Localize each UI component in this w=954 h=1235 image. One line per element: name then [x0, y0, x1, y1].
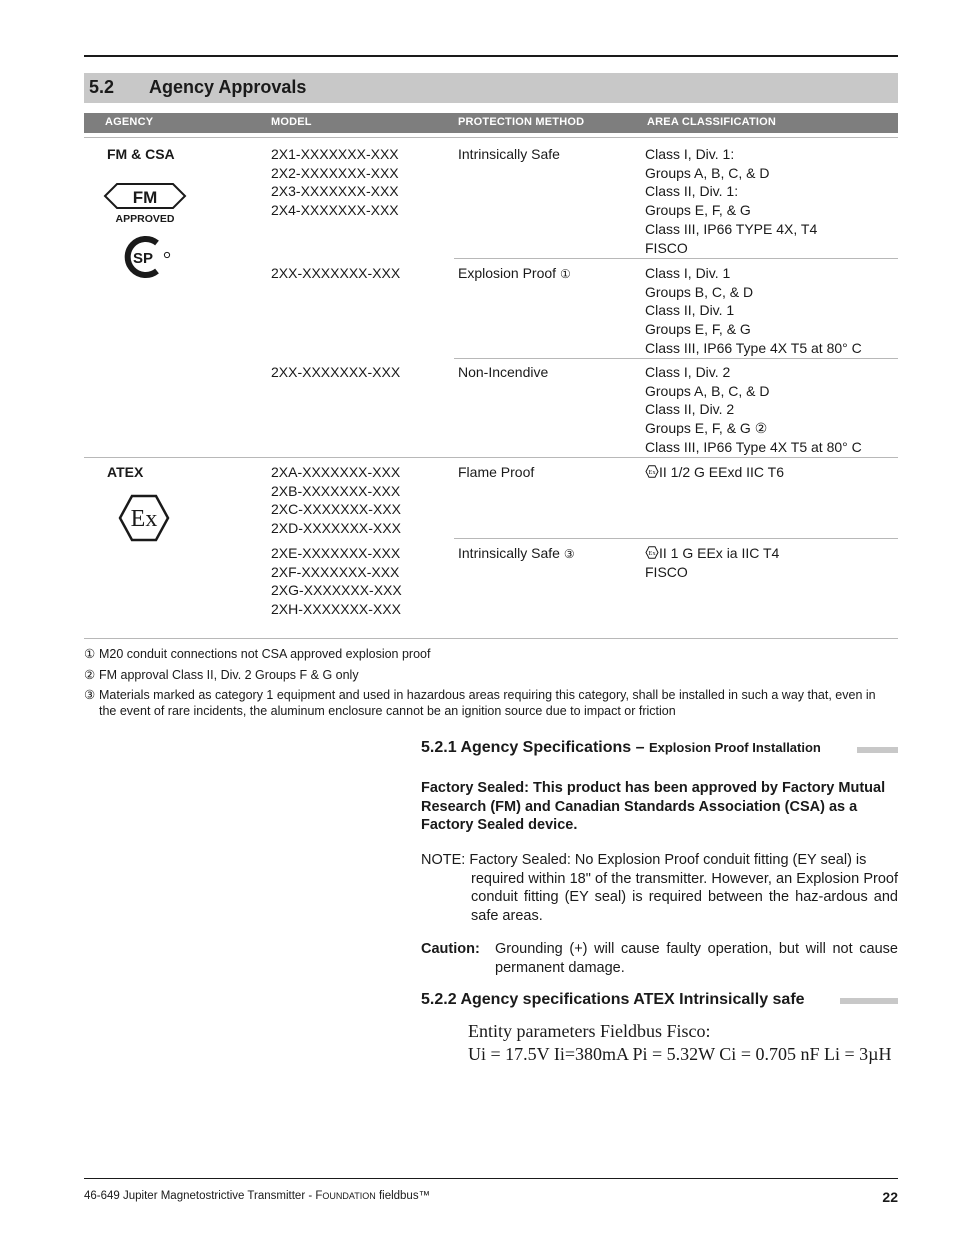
- spec2-heading: 5.2.2 Agency specifications ATEX Intrinsically safe: [421, 991, 805, 1008]
- spec2-heading-bar: [840, 998, 898, 1004]
- atex-row1-models: 2XA-XXXXXXX-XXX 2XB-XXXXXXX-XXX 2XC-XXXXXXX-XXX 2XD-XXXXXXX-XXX: [271, 464, 401, 537]
- header-protection-method: PROTECTION METHOD: [458, 116, 585, 128]
- footnote-2: ② FM approval Class II, Div. 2 Groups F & G only: [84, 668, 359, 682]
- csa-logo: [121, 235, 173, 279]
- caution-text: Grounding (+) will cause faulty operation, but will not cause permanent damage.: [495, 941, 898, 976]
- header-agency: AGENCY: [105, 116, 154, 128]
- page-number: 22: [882, 1189, 898, 1205]
- ex-hexagon-icon: [645, 465, 659, 478]
- note-label: NOTE:: [421, 852, 466, 868]
- table-bottom-rule: [84, 638, 898, 639]
- caution-paragraph: [421, 940, 898, 977]
- svg-text:Ex: Ex: [648, 550, 656, 558]
- factory-sealed-statement: Factory Sealed: This product has been approved by Factory Mutual Research (FM) and Canadian Standards Association (CSA) as a Factory Sealed device.: [421, 780, 886, 834]
- entity-parameters: Entity parameters Fieldbus Fisco: Ui = 17.5V Ii=380mA Pi = 5.32W Ci = 0.705 nF Li = 3µH: [468, 1021, 892, 1064]
- atex-row1-area: Ex II 1/2 G EExd IIC T6: [645, 463, 784, 482]
- atex-row1-divider: [454, 538, 898, 539]
- agency-fm-csa: FM & CSA: [107, 146, 175, 162]
- fm-row2-method: Explosion Proof ①: [458, 265, 571, 281]
- spec1-heading: 5.2.1 Agency Specifications – Explosion Proof Installation: [421, 739, 821, 756]
- header-area-classification: AREA CLASSIFICATION: [647, 116, 777, 128]
- fm-logo-subtext: APPROVED: [115, 213, 175, 225]
- atex-ex-logo: [118, 494, 170, 542]
- atex-row2-method: Intrinsically Safe ③: [458, 545, 575, 561]
- footnote-1: ① M20 conduit connections not CSA approved explosion proof: [84, 647, 431, 661]
- atex-top-rule: [84, 457, 898, 458]
- fm-row1-area: Class I, Div. 1: Groups A, B, C, & D Class II, Div. 1: Groups E, F, & G Class III, IP66 TYPE 4X, T4 FISCO: [645, 146, 818, 256]
- fm-logo-text: FM: [132, 188, 158, 207]
- note-paragraph: NOTE: Factory Sealed: No Explosion Proof conduit fitting (EY seal) is required within 18" of the transmitter. However, an Explosion Proof conduit fitting (EY seal) is required between the haz-ardous and safe areas.: [421, 852, 898, 925]
- ex-hexagon-icon: [645, 546, 659, 559]
- fm-row1-divider: [454, 258, 898, 259]
- section-number: 5.2: [89, 77, 115, 97]
- svg-text:Ex: Ex: [648, 469, 656, 477]
- table-top-rule: [84, 137, 898, 138]
- fm-row3-model: 2XX-XXXXXXX-XXX: [271, 364, 401, 380]
- fm-row1-method: Intrinsically Safe: [458, 146, 560, 162]
- caution-label: Caution:: [421, 941, 480, 957]
- top-rule: [84, 55, 898, 57]
- fm-approved-logo: [103, 181, 187, 229]
- atex-logo-text: Ex: [130, 506, 158, 532]
- csa-logo-text: SP: [132, 250, 154, 267]
- section-title: Agency Approvals: [149, 77, 307, 97]
- fm-row1-models: 2X1-XXXXXXX-XXX 2X2-XXXXXXX-XXX 2X3-XXXXXXX-XXX 2X4-XXXXXXX-XXX: [271, 146, 399, 219]
- fm-row2-model: 2XX-XXXXXXX-XXX: [271, 265, 401, 281]
- footer-document-title: 46-649 Jupiter Magnetostrictive Transmitter - FOUNDATION fieldbus™: [84, 1190, 431, 1202]
- fm-row3-area: Class I, Div. 2 Groups A, B, C, & D Class II, Div. 2 Groups E, F, & G ② Class III, IP66 Type 4X T5 at 80° C: [645, 364, 862, 455]
- footnote-ref-1: ①: [559, 267, 571, 281]
- fm-row2-area: Class I, Div. 1 Groups B, C, & D Class II, Div. 1 Groups E, F, & G Class III, IP66 Type 4X T5 at 80° C: [645, 265, 862, 356]
- atex-row2-area: Ex II 1 G EEx ia IIC T4 FISCO: [645, 545, 780, 580]
- spec1-heading-bar: [857, 747, 898, 753]
- footnote-3: ③ Materials marked as category 1 equipment and used in hazardous areas requiring this category, shall be installed in such a way that, even in the event of rare incidents, the aluminum enclosure cannot be an ignition source due to impact or friction: [84, 688, 876, 718]
- fm-row3-method: Non-Incendive: [458, 364, 549, 380]
- agency-atex: ATEX: [107, 464, 144, 480]
- header-model: MODEL: [271, 116, 312, 128]
- atex-row2-models: 2XE-XXXXXXX-XXX 2XF-XXXXXXX-XXX 2XG-XXXXXXX-XXX 2XH-XXXXXXX-XXX: [271, 545, 402, 618]
- footer-rule: [84, 1178, 898, 1179]
- note-continuation: required within 18" of the transmitter. However, an Explosion Proof conduit fitting (EY seal) is required between the haz-ardous and safe areas.: [471, 870, 898, 925]
- atex-row1-method: Flame Proof: [458, 464, 535, 480]
- footnote-ref-3: ③: [563, 547, 575, 561]
- fm-row2-divider: [454, 358, 898, 359]
